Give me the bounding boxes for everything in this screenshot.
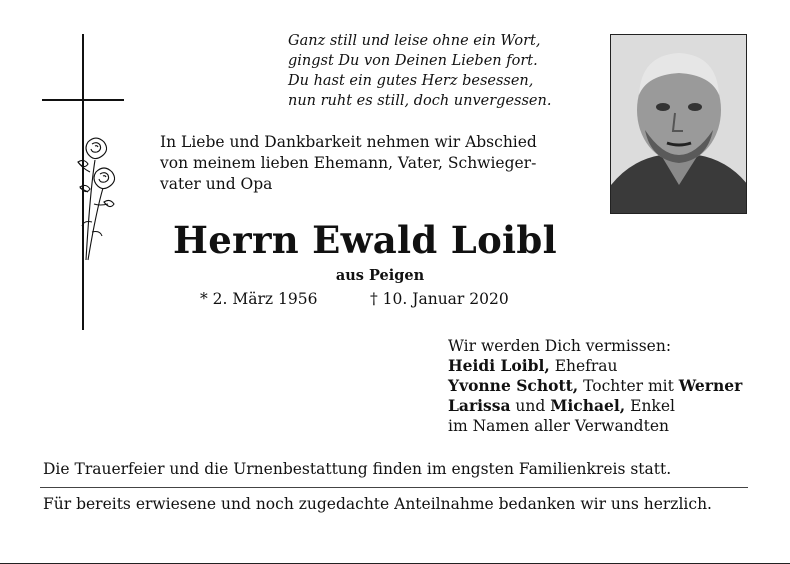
mourner-relation: Tochter mit: [578, 377, 679, 395]
birth-date: * 2. März 1956: [200, 290, 318, 308]
mourner-line: [448, 396, 742, 416]
poem-line: Du hast ein gutes Herz besessen,: [288, 73, 534, 89]
mourner-connector: und: [510, 397, 551, 415]
portrait-icon: [611, 35, 747, 214]
mourner-relation: Enkel: [625, 397, 675, 415]
intro-line: In Liebe und Dankbarkeit nehmen wir Abschied: [160, 133, 537, 151]
mourners-heading: Wir werden Dich vermissen:: [448, 337, 672, 355]
intro-line: vater und Opa: [160, 175, 273, 193]
mourner-name: Michael,: [550, 396, 626, 415]
intro-line: von meinem lieben Ehemann, Vater, Schwieger-: [160, 154, 537, 172]
portrait-photo: [610, 34, 747, 214]
poem-line: nun ruht es still, doch unvergessen.: [288, 93, 552, 109]
mourner-line: [448, 376, 742, 396]
mourner-name: Larissa: [448, 396, 511, 415]
poem: [288, 31, 578, 111]
deceased-origin: aus Peigen: [335, 267, 425, 284]
divider: [40, 487, 748, 488]
poem-line: gingst Du von Deinen Lieben fort.: [288, 53, 538, 69]
mourner-relation: Ehefrau: [549, 357, 618, 375]
mourner-name: Heidi Loibl,: [448, 356, 550, 375]
mourner-name: Yvonne Schott,: [448, 376, 579, 395]
funeral-notice: Die Trauerfeier und die Urnenbestattung finden im engsten Familienkreis statt.: [43, 460, 672, 478]
deceased-name: Herrn Ewald Loibl: [173, 218, 557, 262]
poem-line: Ganz still und leise ohne ein Wort,: [288, 33, 541, 49]
thanks-notice: Für bereits erwiesene und noch zugedachte Anteilnahme bedanken wir uns herzlich.: [43, 495, 712, 513]
mourner-line: [448, 356, 742, 376]
mourner-name: Werner: [678, 376, 743, 395]
death-date: † 10. Januar 2020: [370, 290, 509, 308]
intro-text: [160, 132, 590, 195]
mourners-block: [448, 336, 742, 436]
mourner-line: im Namen aller Verwandten: [448, 417, 669, 435]
